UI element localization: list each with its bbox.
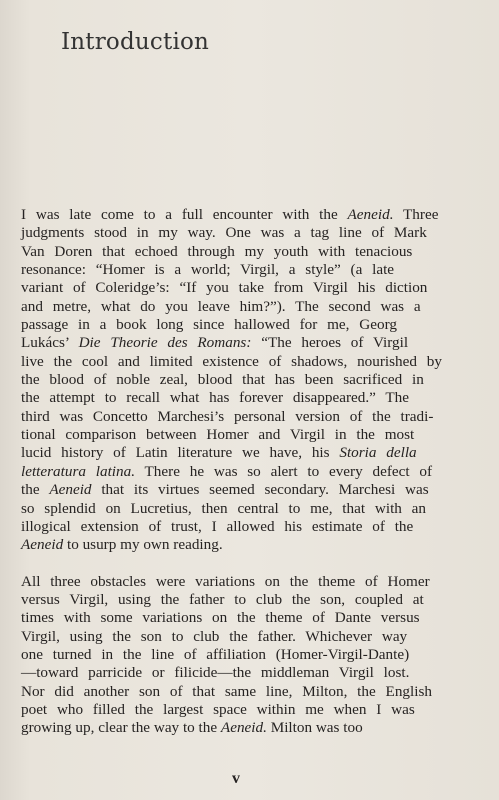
text-line — [21, 206, 473, 224]
text-line — [21, 408, 473, 426]
text-line — [21, 500, 473, 518]
text-span: and metre, what do you leave him?”). The second was a — [21, 297, 421, 315]
text-span: Lukács’ — [21, 334, 79, 352]
text-span: the blood of noble zeal, blood that has been sacrificed in — [21, 371, 424, 389]
text-span: All three obstacles were variations on the theme of Homer — [21, 572, 430, 590]
text-line — [21, 481, 473, 499]
text-line — [21, 609, 473, 627]
italic-text: Die Theorie des Romans: — [78, 334, 252, 352]
text-line — [21, 261, 473, 279]
text-span: “The heroes of Virgil — [251, 334, 409, 352]
text-span: poet who filled the largest space within me when I was — [21, 700, 415, 718]
text-span: Virgil, using the son to club the father. Whichever way — [21, 627, 408, 645]
text-span: so splendid on Lucretius, then central to me, that with an — [21, 499, 427, 517]
text-span: live the cool and limited existence of shadows, nourished by — [21, 352, 442, 370]
text-span: I was late come to a full encounter with the — [21, 206, 348, 223]
text-line — [21, 628, 473, 646]
text-line — [21, 279, 473, 297]
body-text — [21, 206, 473, 738]
text-line — [21, 444, 473, 462]
text-line — [21, 316, 473, 334]
page-title: Introduction — [61, 29, 210, 55]
italic-text: letteratura latina. — [21, 462, 135, 480]
text-line — [21, 334, 473, 352]
text-span: the attempt to recall what has forever disappeared.” The — [21, 389, 410, 407]
text-line — [21, 389, 473, 407]
text-span: There he was so alert to every defect of — [135, 462, 433, 480]
page-number: v — [232, 770, 240, 787]
text-span: Nor did another son of that same line, Milton, the English — [21, 682, 432, 700]
italic-text: Aeneid. — [347, 206, 394, 223]
text-span: one turned in the line of affiliation (Homer-Virgil-Dante) — [21, 645, 410, 663]
text-line — [21, 573, 473, 591]
text-span: growing up, clear the way to the — [21, 719, 221, 737]
text-span: to usurp my own reading. — [63, 536, 223, 554]
text-span: Van Doren that echoed through my youth with tenacious — [21, 242, 413, 260]
text-line — [21, 683, 473, 701]
text-line — [21, 719, 473, 737]
italic-text: Aeneid — [21, 536, 64, 554]
text-span: variant of Coleridge’s: “If you take from Virgil his diction — [21, 279, 428, 297]
text-span: Milton was too — [266, 719, 363, 737]
text-line — [21, 646, 473, 664]
text-line — [21, 426, 473, 444]
text-line — [21, 518, 473, 536]
text-span: the — [21, 481, 50, 499]
text-line — [21, 536, 473, 554]
text-line — [21, 591, 473, 609]
text-span: versus Virgil, using the father to club the son, coupled at — [21, 590, 424, 608]
text-line — [21, 224, 473, 242]
text-line — [21, 353, 473, 371]
text-line — [21, 243, 473, 261]
text-span: passage in a book long since hallowed for me, Georg — [21, 316, 397, 334]
text-span: tional comparison between Homer and Virgil in the most — [21, 426, 415, 444]
text-span: resonance: “Homer is a world; Virgil, a style” (a late — [21, 261, 395, 279]
text-span: illogical extension of trust, I allowed his estimate of the — [21, 517, 414, 535]
text-line — [21, 371, 473, 389]
text-line — [21, 298, 473, 316]
italic-text: Aeneid — [49, 481, 92, 499]
paragraph-1 — [21, 206, 473, 555]
text-line — [21, 463, 473, 481]
text-span: Three — [393, 206, 439, 223]
text-line — [21, 701, 473, 719]
italic-text: Storia della — [339, 444, 417, 462]
text-span: judgments stood in my way. One was a tag line of Mark — [21, 224, 427, 242]
text-span: that its virtues seemed secondary. Marchesi was — [91, 481, 429, 499]
text-span: lucid history of Latin literature we have, his — [21, 444, 340, 462]
paragraph-2 — [21, 573, 473, 738]
text-line — [21, 664, 473, 682]
text-span: times with some variations on the theme of Dante versus — [21, 609, 420, 627]
text-span: —toward parricide or filicide—the middleman Virgil lost. — [21, 664, 410, 682]
text-span: third was Concetto Marchesi’s personal version of the tradi- — [21, 407, 434, 425]
italic-text: Aeneid. — [220, 719, 267, 737]
